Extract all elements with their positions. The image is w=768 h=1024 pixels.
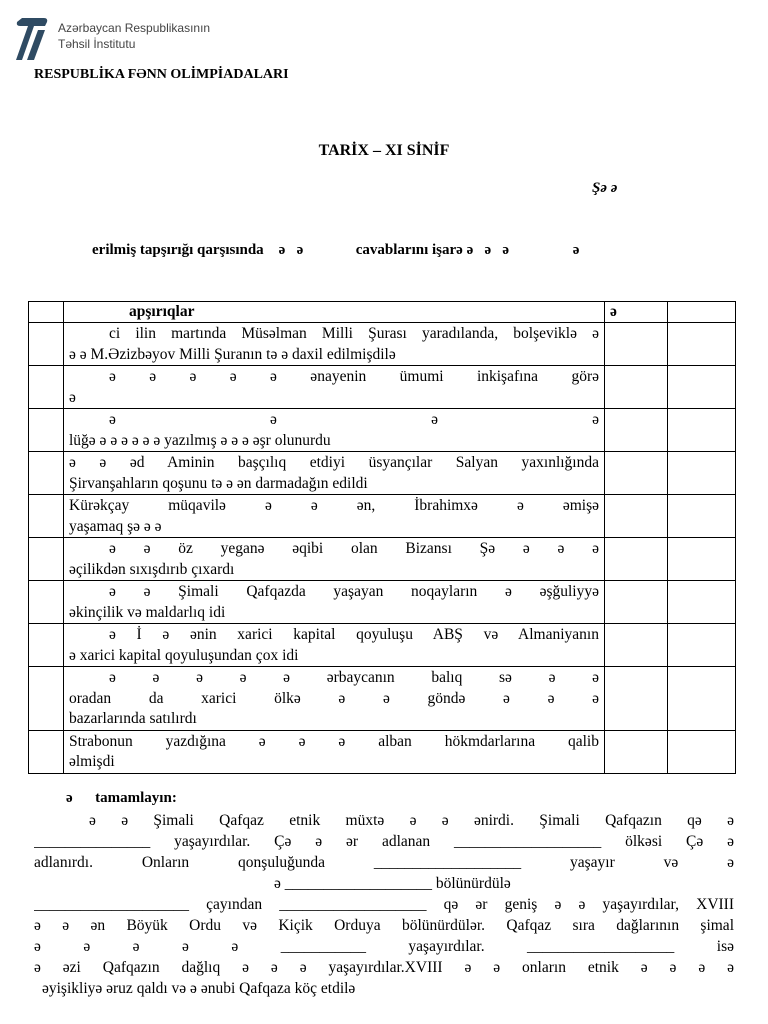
task-statement-line: ə İ ə ənin xarici kapital qoyuluşu ABŞ və Almaniyanın — [109, 626, 599, 643]
answer-cell[interactable] — [605, 730, 668, 773]
score-cell[interactable] — [668, 366, 736, 409]
task-number-cell — [29, 452, 64, 495]
table-row — [29, 323, 736, 366]
header-tasks: apşırıqlar — [64, 302, 605, 323]
answer-cell[interactable] — [605, 624, 668, 667]
task-statement-line: oradan da xarici ölkə ə ə göndə ə ə ə — [69, 689, 599, 707]
section2-paragraph — [34, 810, 734, 999]
task-statement-line: ə — [69, 388, 76, 406]
answer-cell[interactable] — [605, 538, 668, 581]
task-statement-cell — [64, 495, 605, 538]
institute-logo-icon — [14, 16, 50, 62]
task-statement-line: ə ə Şimali Qafqazda yaşayan noqayların ə əşğuliyyə — [109, 583, 599, 600]
paragraph-line: _______________ yaşayırdılar. Çə ə ər adlanan ___________________ ölkəsi Çə ə — [34, 833, 734, 850]
answer-cell[interactable] — [605, 495, 668, 538]
task-statement-line: əkinçilik və maldarlıq idi — [69, 603, 226, 621]
institute-name-line2: Təhsil İnstitutu — [58, 37, 136, 51]
task-number-cell — [29, 409, 64, 452]
task-statement-line: ə ə ə ə ə ənayenin ümumi inkişafına görə — [109, 368, 599, 385]
answer-cell[interactable] — [605, 667, 668, 731]
tasks-table — [28, 301, 736, 774]
paragraph-line: ____________________ çayından ___________________ qə ər geniş ə ə yaşayırdılar, XVIII — [34, 896, 734, 913]
score-cell[interactable] — [668, 667, 736, 731]
institute-logo — [14, 16, 210, 62]
page-title: TARİX – XI SİNİF — [318, 142, 450, 159]
section2-title: ə tamamlayın: — [66, 790, 177, 806]
paragraph-line: ə ___________________ bölünürdülə — [274, 875, 511, 892]
institute-name-line1: Azərbaycan Respublikasının — [58, 21, 211, 35]
task-statement-line: ə ə ə ə ə ərbaycanın balıq sə ə ə — [109, 669, 599, 686]
task-statement-line: ci ilin martında Müsəlman Milli Şurası yaradılanda, bolşeviklə ə — [109, 325, 599, 342]
task-number-cell — [29, 366, 64, 409]
score-cell[interactable] — [668, 452, 736, 495]
task-statement-line: ə ə öz yeganə əqibi olan Bizansı Şə ə ə ə — [109, 540, 599, 557]
task-statement-cell — [64, 624, 605, 667]
task-statement-cell — [64, 581, 605, 624]
task-statement-cell — [64, 730, 605, 773]
table-row — [29, 538, 736, 581]
task-number-cell — [29, 538, 64, 581]
paragraph-line: adlanırdı. Onların qonşuluğunda ___________________ yaşayır və ə — [34, 854, 734, 871]
task-statement-line: əlmişdi — [69, 753, 115, 770]
task-number-cell — [29, 730, 64, 773]
task-statement-line: ə ə M.Əzizbəyov Milli Şuranın tə ə daxil edilmişdilə — [69, 345, 396, 363]
paragraph-line: əyişikliyə əruz qaldı və ə ənubi Qafqaza köç etdilə — [42, 980, 356, 997]
instruction-text: erilmiş tapşırığı qarşısında ə ə cavablarını işarə ə ə ə ə — [92, 242, 580, 258]
task-statement-line: əçilikdən sıxışdırıb çıxardı — [69, 560, 235, 578]
task-number-cell — [29, 323, 64, 366]
task-statement-cell — [64, 667, 605, 731]
answer-cell[interactable] — [605, 323, 668, 366]
task-statement-cell — [64, 452, 605, 495]
score-cell[interactable] — [668, 495, 736, 538]
header-number — [29, 302, 64, 323]
table-row — [29, 667, 736, 731]
organization-title: RESPUBLİKA FƏNN OLİMPİADALARI — [34, 67, 289, 82]
table-row — [29, 366, 736, 409]
header-answer: ə — [605, 302, 668, 323]
score-cell[interactable] — [668, 323, 736, 366]
task-statement-cell — [64, 538, 605, 581]
paragraph-line: ə ə ə ə ə ___________ yaşayırdılar. ___________________ isə — [34, 938, 734, 955]
answer-cell[interactable] — [605, 581, 668, 624]
task-statement-line: bazarlarında satılırdı — [69, 710, 197, 727]
answer-cell[interactable] — [605, 409, 668, 452]
table-row — [29, 409, 736, 452]
paragraph-line: ə ə ən Böyük Ordu və Kiçik Orduya bölünürdülər. Qafqaz sıra dağlarının şimal — [34, 917, 734, 934]
table-row — [29, 581, 736, 624]
table-header-row — [29, 302, 736, 323]
task-statement-line: Şirvanşahların qoşunu tə ə ən darmadağın edildi — [69, 474, 368, 492]
table-row — [29, 730, 736, 773]
variant-label: Şə ə — [592, 180, 618, 196]
task-statement-cell — [64, 409, 605, 452]
score-cell[interactable] — [668, 581, 736, 624]
task-statement-line: ə ə əd Aminin başçılıq etdiyi üsyançılar Salyan yaxınlığında — [69, 454, 599, 471]
task-statement-line: Kürəkçay müqavilə ə ə ən, İbrahimxə ə əmişə — [69, 497, 599, 514]
answer-cell[interactable] — [605, 452, 668, 495]
score-cell[interactable] — [668, 538, 736, 581]
task-number-cell — [29, 667, 64, 731]
task-number-cell — [29, 624, 64, 667]
table-row — [29, 452, 736, 495]
score-cell[interactable] — [668, 624, 736, 667]
task-statement-line: ə ə ə ə — [109, 411, 599, 428]
task-statement-line: ə xarici kapital qoyuluşundan çox idi — [69, 646, 299, 664]
score-cell[interactable] — [668, 730, 736, 773]
task-statement-cell — [64, 366, 605, 409]
paragraph-line: ə ə Şimali Qafqaz etnik müxtə ə ə ənirdi. Şimali Qafqazın qə ə — [89, 812, 734, 829]
paragraph-line: ə əzi Qafqazın dağlıq ə ə ə yaşayırdılar.XVIII ə ə onların etnik ə ə ə ə — [34, 959, 734, 976]
task-statement-line: yaşamaq şə ə ə — [69, 517, 162, 535]
score-cell[interactable] — [668, 409, 736, 452]
table-row — [29, 624, 736, 667]
task-number-cell — [29, 495, 64, 538]
task-statement-line: Strabonun yazdığına ə ə ə alban hökmdarlarına qalib — [69, 732, 599, 750]
task-statement-cell — [64, 323, 605, 366]
answer-cell[interactable] — [605, 366, 668, 409]
table-row — [29, 495, 736, 538]
task-statement-line: lüğə ə ə ə ə ə ə yazılmış ə ə ə əşr olunurdu — [69, 431, 331, 449]
task-number-cell — [29, 581, 64, 624]
header-score — [668, 302, 736, 323]
